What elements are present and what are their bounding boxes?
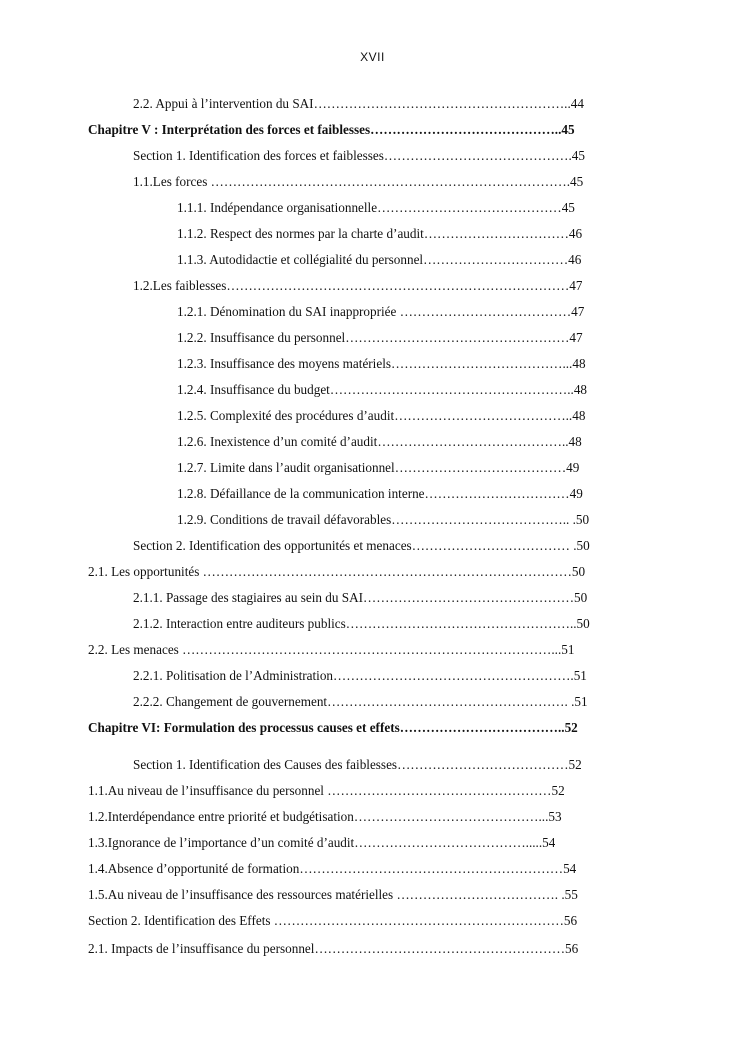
toc-entry-title: 1.2.4. Insuffisance du budget (177, 382, 330, 397)
toc-entry-page: 51 (574, 694, 588, 709)
toc-entry-page: 47 (569, 330, 583, 345)
toc-entry (177, 356, 586, 372)
toc-entry (177, 512, 589, 528)
toc-entry-title: 1.2.5. Complexité des procédures d’audit (177, 408, 395, 423)
toc-entry (88, 642, 574, 658)
toc-entry-leader-dots: …………………………………... (391, 356, 573, 371)
toc-entry-title: 1.2.6. Inexistence d’un comité d’audit (177, 434, 378, 449)
toc-entry (177, 486, 583, 502)
toc-entry-page: 53 (548, 809, 562, 824)
toc-entry-title: 2.1. Les opportunités (88, 564, 203, 579)
toc-entry (88, 720, 578, 736)
toc-entry (88, 809, 562, 825)
toc-entry-page: 50 (574, 590, 588, 605)
toc-entry (177, 200, 575, 216)
toc-entry (133, 538, 590, 554)
toc-entry-leader-dots: ………………………………… (397, 757, 569, 772)
toc-entry-page: 47 (571, 304, 585, 319)
toc-entry-leader-dots: …………………………… (423, 226, 569, 241)
toc-entry-title: 1.1.Les forces (133, 174, 211, 189)
toc-entry (133, 148, 585, 164)
toc-entry-title: 1.2.2. Insuffisance du personnel (177, 330, 346, 345)
toc-entry-leader-dots: …………………………………………………………………………... (182, 642, 562, 657)
toc-entry-leader-dots: ……………………………………. (383, 148, 572, 163)
toc-entry-page: 44 (570, 96, 584, 111)
toc-entry-leader-dots: ……………………………….. (399, 720, 565, 735)
toc-entry-page: 52 (568, 757, 582, 772)
toc-entry-title: Section 2. Identification des opportunités et menaces (133, 538, 412, 553)
toc-entry-leader-dots: ………………………………… (399, 304, 572, 319)
toc-entry-leader-dots: …………………………… (424, 486, 570, 501)
toc-entry-page: 50 (576, 616, 590, 631)
toc-entry (88, 783, 565, 799)
toc-entry-leader-dots: ……………………………………………….. (329, 382, 574, 397)
toc-entry-page: 50 (575, 512, 590, 527)
toc-entry-leader-dots: …………………………………………… (327, 783, 552, 798)
toc-entry-page: 55 (564, 887, 578, 902)
toc-entry-leader-dots: ………………………………………………. . (327, 694, 575, 709)
toc-entry-title: 1.2.8. Défaillance de la communication interne (177, 486, 425, 501)
toc-entry (177, 460, 579, 476)
toc-entry (177, 226, 582, 242)
toc-entry (177, 304, 584, 320)
toc-entry (88, 941, 578, 957)
toc-entry-title: Chapitre V : Interprétation des forces et faiblesses (88, 122, 371, 137)
toc-entry (88, 122, 575, 138)
toc-entry-page: 50 (576, 538, 590, 553)
toc-entry (177, 252, 581, 268)
toc-entry-leader-dots: ……………………………………... (353, 809, 549, 824)
toc-entry (88, 835, 555, 851)
toc-entry-page: 48 (572, 356, 586, 371)
toc-entry-page: 45 (570, 174, 584, 189)
toc-entry-title: 1.1.3. Autodidactie et collégialité du personnel (177, 252, 424, 267)
toc-entry-title: Section 1. Identification des Causes des faiblesses (133, 757, 398, 772)
toc-entry-leader-dots: …………………………………………………………………… (226, 278, 570, 293)
toc-entry (133, 694, 588, 710)
toc-entry-leader-dots: …………………………………….. (377, 434, 569, 449)
toc-entry (133, 668, 587, 684)
toc-entry-page: 54 (542, 835, 556, 850)
toc-entry-leader-dots: ……………………………… . (411, 538, 577, 553)
page-number: XVII (360, 50, 385, 64)
toc-entry (133, 96, 584, 112)
toc-entry-page: 56 (563, 913, 578, 928)
toc-entry-leader-dots: ………………………………………………………… (273, 913, 564, 928)
toc-entry-title: 2.2.1. Politisation de l’Administration (133, 668, 334, 683)
toc-entry (133, 278, 582, 294)
toc-entry (133, 757, 582, 773)
toc-entry-page: 48 (572, 408, 586, 423)
toc-entry-title: 2.1. Impacts de l’insuffisance du personnel (88, 941, 315, 956)
toc-entry-page: 45 (561, 122, 575, 137)
toc-entry-leader-dots: ………………………………………………………………………… (202, 564, 572, 579)
toc-entry-leader-dots: ………………………………………… (363, 590, 575, 605)
toc-entry-title: 1.1.2. Respect des normes par la charte d’audit (177, 226, 424, 241)
toc-entry-page: 45 (561, 200, 575, 215)
toc-entry-leader-dots: …………………………………… (377, 200, 562, 215)
toc-entry (88, 913, 577, 929)
toc-entry-page: 46 (568, 252, 582, 267)
toc-entry-leader-dots: …………………………………………………… (299, 861, 564, 876)
toc-entry-leader-dots: ………………………………………………… (314, 941, 566, 956)
toc-entry-title: Chapitre VI: Formulation des processus causes et effets (88, 720, 400, 735)
toc-entry (88, 861, 576, 877)
toc-entry-page: 54 (563, 861, 577, 876)
toc-entry-page: 49 (566, 460, 580, 475)
toc-entry-page: 46 (568, 226, 583, 241)
toc-entry-title: 1.1.Au niveau de l’insuffisance du personnel (88, 783, 328, 798)
toc-entry-leader-dots: ………………………………….. . (391, 512, 576, 527)
toc-entry (177, 408, 585, 424)
toc-entry-title: 1.2.3. Insuffisance des moyens matériels (177, 356, 392, 371)
toc-entry-leader-dots: …………………………………………….. (345, 616, 577, 631)
toc-entry-page: 51 (561, 642, 575, 657)
toc-entry-leader-dots: ………………………………………………………………………. (210, 174, 570, 189)
toc-entry-title: 1.2.9. Conditions de travail défavorables (177, 512, 392, 527)
toc-entry-page: 52 (551, 783, 565, 798)
toc-entry (177, 382, 587, 398)
toc-entry-page: 51 (573, 668, 587, 683)
toc-entry-title: 1.2.Les faiblesses (133, 278, 227, 293)
toc-entry-leader-dots: …………………………………….. (370, 122, 562, 137)
toc-entry-title: 1.5.Au niveau de l’insuffisance des ressources matérielles (88, 887, 397, 902)
toc-entry-title: 1.1.1. Indépendance organisationnelle (177, 200, 378, 215)
toc-entry (177, 434, 582, 450)
toc-entry-title: Section 1. Identification des forces et faiblesses (133, 148, 384, 163)
toc-entry-page: 45 (571, 148, 585, 163)
toc-entry-title: 2.1.2. Interaction entre auditeurs publics (133, 616, 346, 631)
toc-entry (88, 564, 585, 580)
toc-entry-title: 1.2.Interdépendance entre priorité et budgétisation (88, 809, 354, 824)
toc-entry-leader-dots: …………………………… (423, 252, 569, 267)
toc-entry-leader-dots: ………………………………………………….. (313, 96, 571, 111)
toc-entry-page: 49 (569, 486, 583, 501)
toc-entry-leader-dots: …………………………………………… (345, 330, 570, 345)
toc-entry-title: 1.3.Ignorance de l’importance d’un comité d’audit (88, 835, 355, 850)
toc-entry-page: 47 (569, 278, 583, 293)
toc-entry (133, 616, 590, 632)
toc-entry-title: 1.2.1. Dénomination du SAI inappropriée (177, 304, 400, 319)
toc-entry-title: 2.1.1. Passage des stagiaires au sein du SAI (133, 590, 364, 605)
toc-entry-title: 1.4.Absence d’opportunité de formation (88, 861, 300, 876)
toc-entry (177, 330, 583, 346)
toc-entry-title: Section 2. Identification des Effets (88, 913, 274, 928)
toc-entry-title: 1.2.7. Limite dans l’audit organisationnel (177, 460, 395, 475)
toc-entry-page: 56 (565, 941, 579, 956)
toc-entry (133, 174, 583, 190)
toc-entry-leader-dots: ………………………………….. (394, 408, 573, 423)
toc-entry-page: 52 (564, 720, 578, 735)
toc-entry-title: 2.2. Les menaces (88, 642, 183, 657)
toc-entry-title: 2.2.2. Changement de gouvernement (133, 694, 328, 709)
toc-entry-leader-dots: ………………………………………………. (333, 668, 574, 683)
toc-entry (133, 590, 587, 606)
toc-entry-title: 2.2. Appui à l’intervention du SAI (133, 96, 314, 111)
toc-entry-page: 50 (571, 564, 586, 579)
toc-entry-page: 48 (568, 434, 582, 449)
toc-entry (88, 887, 578, 903)
toc-entry-page: 48 (573, 382, 588, 397)
toc-entry-leader-dots: ………………………………. . (396, 887, 565, 902)
toc-entry-leader-dots: ………………………………… (394, 460, 567, 475)
toc-entry-leader-dots: …………………………………..... (354, 835, 543, 850)
